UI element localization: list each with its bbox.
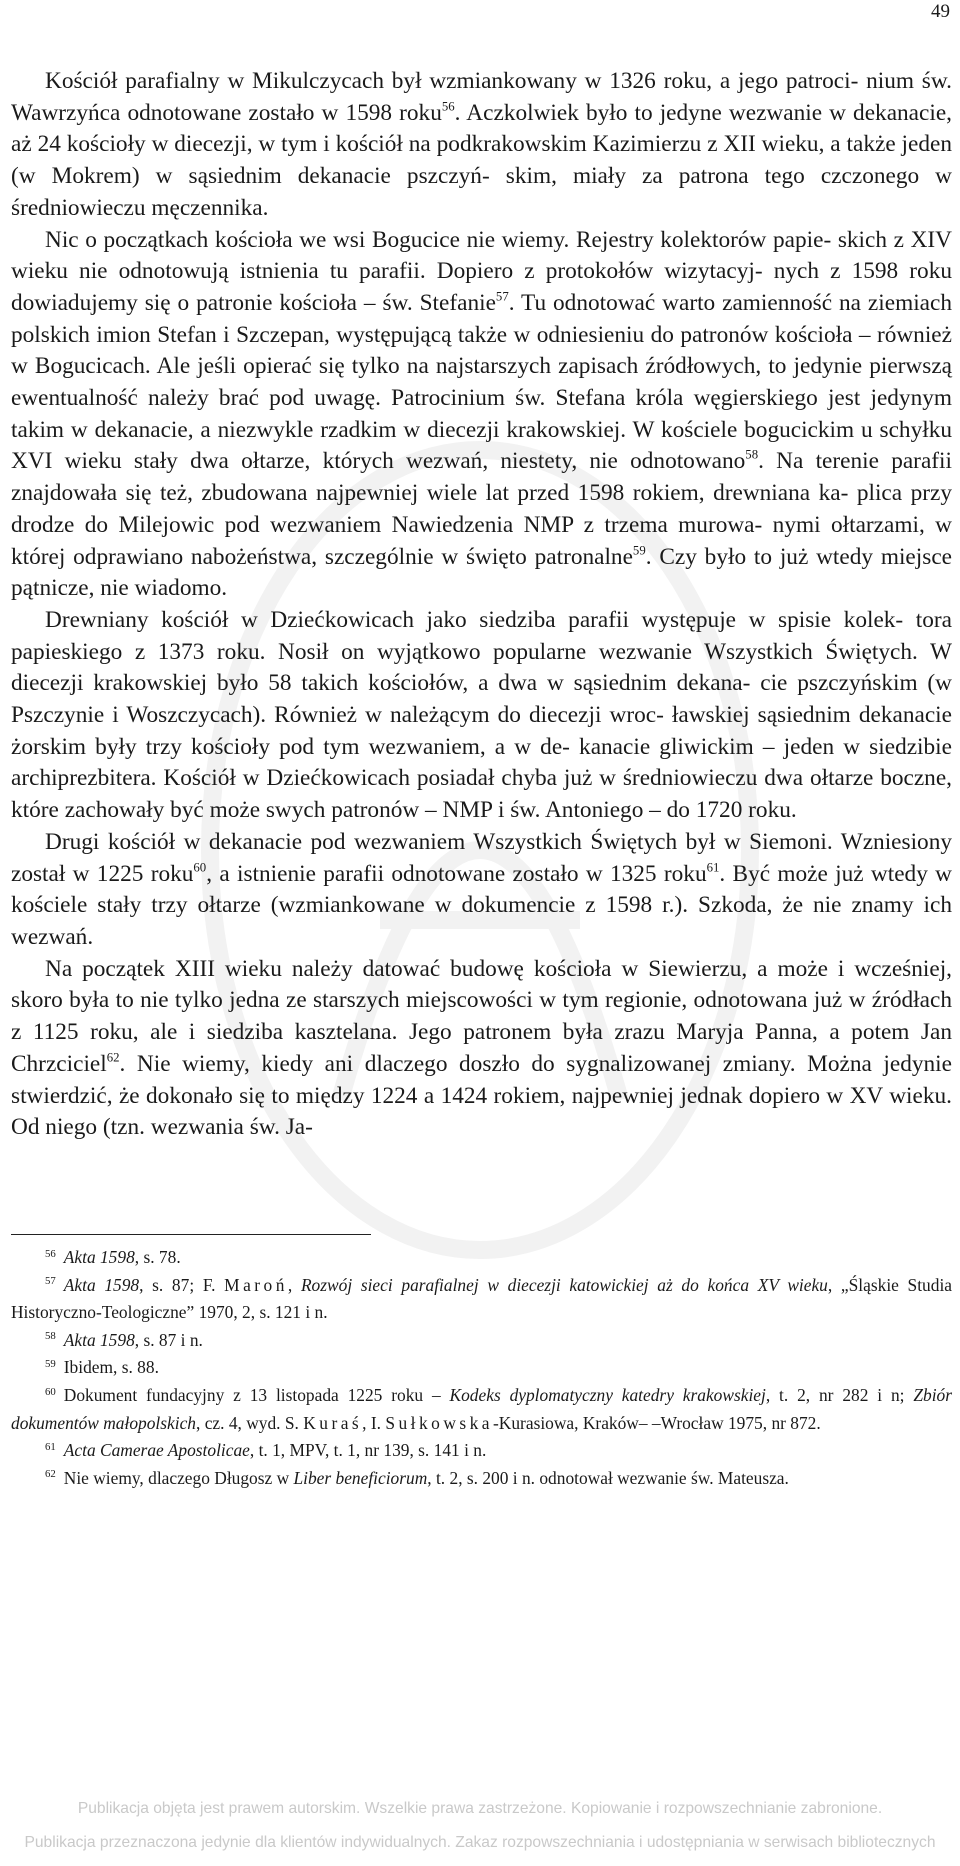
footnote-reference: 59 (632, 542, 646, 557)
footnote-text: , (287, 1274, 301, 1295)
paragraph (11, 66, 952, 225)
footnote-number: 62 (45, 1468, 56, 1481)
author-name: Maroń (224, 1274, 288, 1295)
text-segment: Drewniany kościół w Dziećkowicach jako siedziba parafii występuje w spisie kolek- tora papieskiego z 1373 roku. Nosił on wyjątkowo popularne wezwanie Wszystkich Świętych. W diecezji krakowskiej było 58 takich kościołów, a dwa w sąsiednim dekana- cie pszczyńskim (w Pszczynie i Woszczycach). Również w należącym do diecezji wroc- ławskiej sąsiednim dekanacie żorskim były trzy kościoły pod tym wezwaniem, a w de- kanacie gliwickim – jeden w siedzibie archiprezbitera. Kościół w Dziećkowicach posiadał chyba już w średniowieczu dwa ołtarze boczne, które zachowały być może swych patronów – NMP i św. Antoniego – do 1720 roku. (11, 606, 952, 824)
italic-title: Liber beneficiorum (293, 1467, 428, 1488)
italic-title: Acta Camerae Apostolicae (63, 1440, 250, 1461)
paragraph (11, 605, 952, 827)
text-segment: . Tu odnotować warto zamienność na ziemiach polskich imion Stefan i Szczepan, występującą także w odniesieniu do patronów kościoła – również w Bogucicach. Ale jeśli opierać się tylko na najstarszych zapisach źródłowych, to jedynie pierwszą ewentualność należy brać pod uwagę. Patrocinium św. Stefana króla węgierskiego jest jedynym takim w dekanacie, a niezwykle rzadkim w diecezji krakowskiej. W kościele bogucickim u schyłku XVI wieku stały dwa ołtarze, których wezwań, niestety, nie odnotowano (11, 289, 952, 475)
footnote-text: Nie wiemy, dlaczego Długosz w (63, 1467, 294, 1488)
footnote-reference: 62 (106, 1050, 120, 1065)
paragraph (11, 827, 952, 954)
page-number: 49 (931, 1, 950, 22)
footnote-text: , t. 2, s. 200 i n. odnotował wezwanie św. Mateusza. (427, 1467, 789, 1488)
text-segment: . Być może już wtedy w kościele stały trzy ołtarze (wzmiankowane w dokumencie z 1598 r.). Szkoda, że nie znamy ich wezwań. (11, 860, 952, 950)
footnote-text: , I. (362, 1412, 386, 1433)
copyright-notice: Publikacja objęta jest prawem autorskim. Wszelkie prawa zastrzeżone. Kopiowanie i rozpowszechnianie zabronione. (77, 1800, 883, 1817)
text-segment: . Czy było to już wtedy miejsce pątnicze, nie wiadomo. (11, 543, 952, 602)
italic-title: Rozwój sieci parafialnej w diecezji katowickiej aż do końca XV wieku (300, 1274, 828, 1295)
body-text (11, 66, 952, 1144)
text-segment: Drugi kościół w dekanacie pod wezwaniem Wszystkich Świętych był w Siemoni. Wzniesiony został w 1225 roku (11, 828, 952, 887)
footnote-text: , t. 1, MPV, t. 1, nr 139, s. 141 i n. (249, 1440, 487, 1461)
text-segment: Na początek XIII wieku należy datować budowę kościoła w Siewierzu, a może i wcześniej, skoro była to nie tylko jedna ze starszych miejscowości w tym regionie, odnotowana już w źródłach z 1125 roku, ale i siedziba kasztelana. Jego patronem była zrazu Maryja Panna, a potem Jan Chrzciciel (11, 955, 952, 1077)
text-segment: Kościół parafialny w Mikulczycach był wzmiankowany w 1326 roku, a jego patroci- nium św. Wawrzyńca odnotowane zostało w 1598 roku (11, 68, 952, 126)
footnote-text: , s. 87; F. (139, 1274, 225, 1295)
footnote-reference: 60 (193, 859, 207, 874)
footnote-reference: 56 (441, 99, 455, 114)
footnote (11, 1465, 952, 1493)
footnote-number: 61 (45, 1440, 56, 1453)
footnote (11, 1382, 952, 1437)
license-notice: Publikacja przeznaczona jedynie dla klientów indywidualnych. Zakaz rozpowszechniania i udostępniania w serwisach bibliotecznych (24, 1834, 936, 1851)
text-segment: , a istnienie parafii odnotowane zostało w 1325 roku (206, 860, 707, 887)
footnote-reference: 58 (745, 447, 759, 462)
footnote-text: Ibidem, s. 88. (63, 1357, 159, 1378)
footnote (11, 1437, 952, 1465)
footnote-reference: 61 (706, 859, 720, 874)
text-segment: . Na terenie parafii znajdowała się też, zbudowana najpewniej wiele lat przed 1598 rokiem, drewniana ka- plica przy drodze do Milejowic pod wezwaniem Nawiedzenia NMP z trzema murowa- nymi ołtarzami, w której odprawiano nabożeństwa, szczególnie w święto patronalne (11, 448, 952, 570)
italic-title: Akta 1598 (63, 1329, 135, 1350)
footnote-separator (11, 1234, 371, 1235)
footnote-number: 56 (45, 1247, 56, 1260)
author-name: Sułkowska (385, 1412, 494, 1433)
footnote-number: 57 (45, 1275, 56, 1288)
footnote-text: , s. 87 i n. (134, 1329, 203, 1350)
footnote-number: 60 (45, 1385, 56, 1398)
footnote (11, 1327, 952, 1355)
footnote-text: , „Śląskie Studia Historyczno-Teologiczne” 1970, 2, s. 121 i n. (11, 1274, 952, 1323)
footnotes (11, 1244, 952, 1492)
text-segment: . Nie wiemy, kiedy ani dlaczego doszło do sygnalizowanej zmiany. Można jedynie stwierdzić, że dokonało się to między 1224 a 1424 rokiem, najpewniej jednak dopiero w XV wieku. Od niego (tzn. wezwania św. Ja- (11, 1050, 952, 1141)
footnote-text: Dokument fundacyjny z 13 listopada 1225 roku – (63, 1384, 450, 1405)
footnote-reference: 57 (495, 289, 509, 304)
text-segment: Nic o początkach kościoła we wsi Bogucice nie wiemy. Rejestry kolektorów papie- skich z XIV wieku nie odnotowują istnienia tu parafii. Dopiero z protokołów wizytacyj- nych z 1598 roku dowiadujemy się o patronie kościoła – św. Stefanie (11, 226, 952, 316)
footnote-text: , t. 2, nr 282 i n; (765, 1384, 914, 1405)
footnote-text: , s. 78. (134, 1247, 181, 1267)
footnote-text: -Kurasiowa, Kraków– –Wrocław 1975, nr 872. (493, 1412, 821, 1433)
footnote-text: , cz. 4, wyd. S. (196, 1412, 304, 1433)
paragraph (11, 225, 952, 605)
footnote (11, 1244, 952, 1272)
text-segment: . Aczkolwiek było to jedyne wezwanie w dekanacie, aż 24 kościoły w diecezji, w tym i kościół na podkrakowskim Kazimierzu z XII wieku, a także jeden (w Mokrem) w sąsiednim dekanacie pszczyń- skim, miały za patrona tego czczonego w średniowieczu męczennika. (11, 99, 953, 221)
footnote (11, 1272, 952, 1327)
italic-title: Zbiór dokumentów małopolskich (11, 1384, 953, 1433)
footnote-number: 58 (45, 1330, 56, 1343)
footnote (11, 1354, 952, 1382)
paragraph (11, 954, 952, 1144)
footnote-number: 59 (45, 1357, 56, 1370)
italic-title: Akta 1598 (63, 1274, 140, 1295)
author-name: Kuraś (303, 1412, 363, 1433)
italic-title: Akta 1598 (63, 1247, 135, 1267)
italic-title: Kodeks dyplomatyczny katedry krakowskiej (449, 1384, 766, 1405)
